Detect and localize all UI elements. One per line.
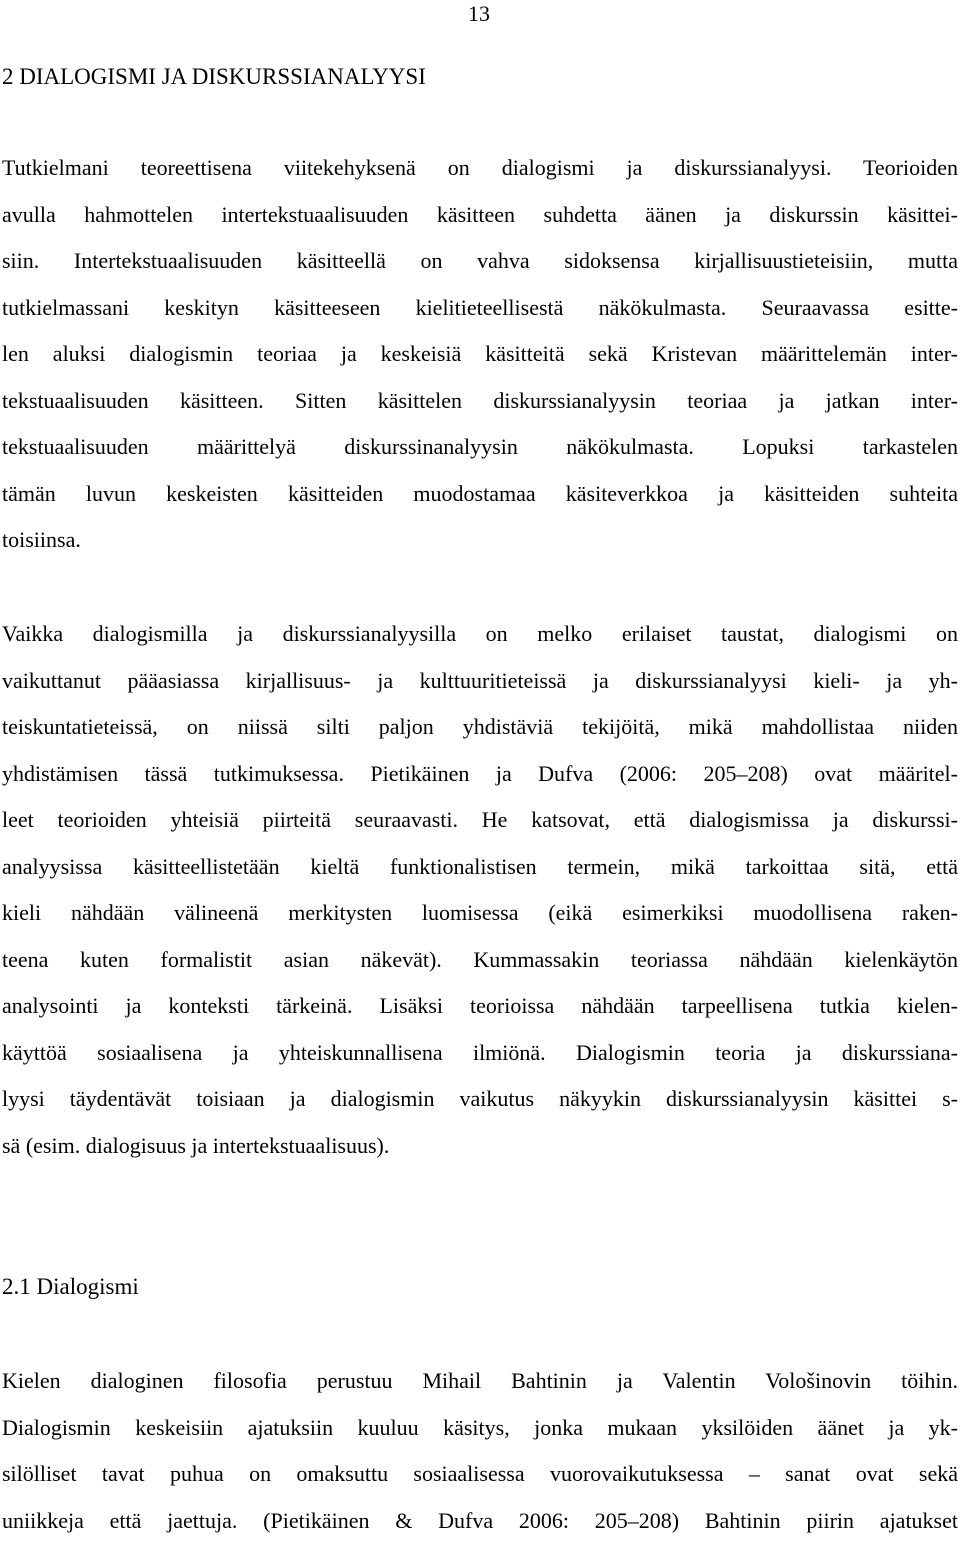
- paragraph-line: silölliset tavat puhua on omaksuttu sosiaalisessa vuorovaikutuksessa – sanat ovat sekä: [2, 1451, 958, 1498]
- paragraph-line: siin. Intertekstuaalisuuden käsitteellä on vahva sidoksensa kirjallisuustieteisiin, mutta: [2, 238, 958, 285]
- chapter-heading: 2 DIALOGISMI JA DISKURSSIANALYYSI: [2, 62, 426, 92]
- paragraph-line: vaikuttanut pääasiassa kirjallisuus- ja kulttuuritieteissä ja diskurssianalyysi kieli- ja yh-: [2, 658, 958, 705]
- paragraph-line: avulla hahmottelen intertekstuaalisuuden käsitteen suhdetta äänen ja diskurssin käsittei-: [2, 192, 958, 239]
- second-paragraph: [2, 611, 958, 1169]
- paragraph-line: Vaikka dialogismilla ja diskurssianalyysilla on melko erilaiset taustat, dialogismi on: [2, 611, 958, 658]
- paragraph-line: analysointi ja konteksti tärkeinä. Lisäksi teorioissa nähdään tarpeellisena tutkia kielen-: [2, 983, 958, 1030]
- paragraph-line: analyysissa käsitteellistetään kieltä funktionalistisen termein, mikä tarkoittaa sitä, että: [2, 844, 958, 891]
- page-number: 13: [468, 0, 490, 28]
- paragraph-line: Kielen dialoginen filosofia perustuu Mihail Bahtinin ja Valentin Vološinovin töihin.: [2, 1358, 958, 1405]
- paragraph-line: sä (esim. dialogisuus ja intertekstuaalisuus).: [2, 1123, 958, 1170]
- paragraph-line: tekstuaalisuuden määrittelyä diskurssinanalyysin näkökulmasta. Lopuksi tarkastelen: [2, 424, 958, 471]
- paragraph-line: Dialogismin keskeisiin ajatuksiin kuuluu käsitys, jonka mukaan yksilöiden äänet ja yk-: [2, 1405, 958, 1452]
- paragraph-line: yhdistämisen tässä tutkimuksessa. Pietikäinen ja Dufva (2006: 205–208) ovat määritel-: [2, 751, 958, 798]
- paragraph-line: teiskuntatieteissä, on niissä silti paljon yhdistäviä tekijöitä, mikä mahdollistaa niiden: [2, 704, 958, 751]
- subsection-heading: 2.1 Dialogismi: [2, 1272, 139, 1302]
- paragraph-line: lyysi täydentävät toisiaan ja dialogismin vaikutus näkyykin diskurssianalyysin käsittei s-: [2, 1076, 958, 1123]
- paragraph-line: Tutkielmani teoreettisena viitekehyksenä on dialogismi ja diskurssianalyysi. Teorioiden: [2, 145, 958, 192]
- paragraph-line: len aluksi dialogismin teoriaa ja keskeisiä käsitteitä sekä Kristevan määrittelemän inter-: [2, 331, 958, 378]
- paragraph-line: tekstuaalisuuden käsitteen. Sitten käsittelen diskurssianalyysin teoriaa ja jatkan inter-: [2, 378, 958, 425]
- paragraph-line: käyttöä sosiaalisena ja yhteiskunnallisena ilmiönä. Dialogismin teoria ja diskurssiana-: [2, 1030, 958, 1077]
- paragraph-line: leet teorioiden yhteisiä piirteitä seuraavasti. He katsovat, että dialogismissa ja diskurssi-: [2, 797, 958, 844]
- subsection-paragraph: [2, 1358, 958, 1544]
- paragraph-line: tutkielmassani keskityn käsitteeseen kielitieteellisestä näkökulmasta. Seuraavassa esitte-: [2, 285, 958, 332]
- paragraph-line: tämän luvun keskeisten käsitteiden muodostamaa käsiteverkkoa ja käsitteiden suhteita: [2, 471, 958, 518]
- paragraph-line: teena kuten formalistit asian näkevät). Kummassakin teoriassa nähdään kielenkäytön: [2, 937, 958, 984]
- paragraph-line: uniikkeja että jaettuja. (Pietikäinen & Dufva 2006: 205–208) Bahtinin piirin ajatukset: [2, 1498, 958, 1544]
- paragraph-line: kieli nähdään välineenä merkitysten luomisessa (eikä esimerkiksi muodollisena raken-: [2, 890, 958, 937]
- intro-paragraph: [2, 145, 958, 564]
- paragraph-line: toisiinsa.: [2, 517, 958, 564]
